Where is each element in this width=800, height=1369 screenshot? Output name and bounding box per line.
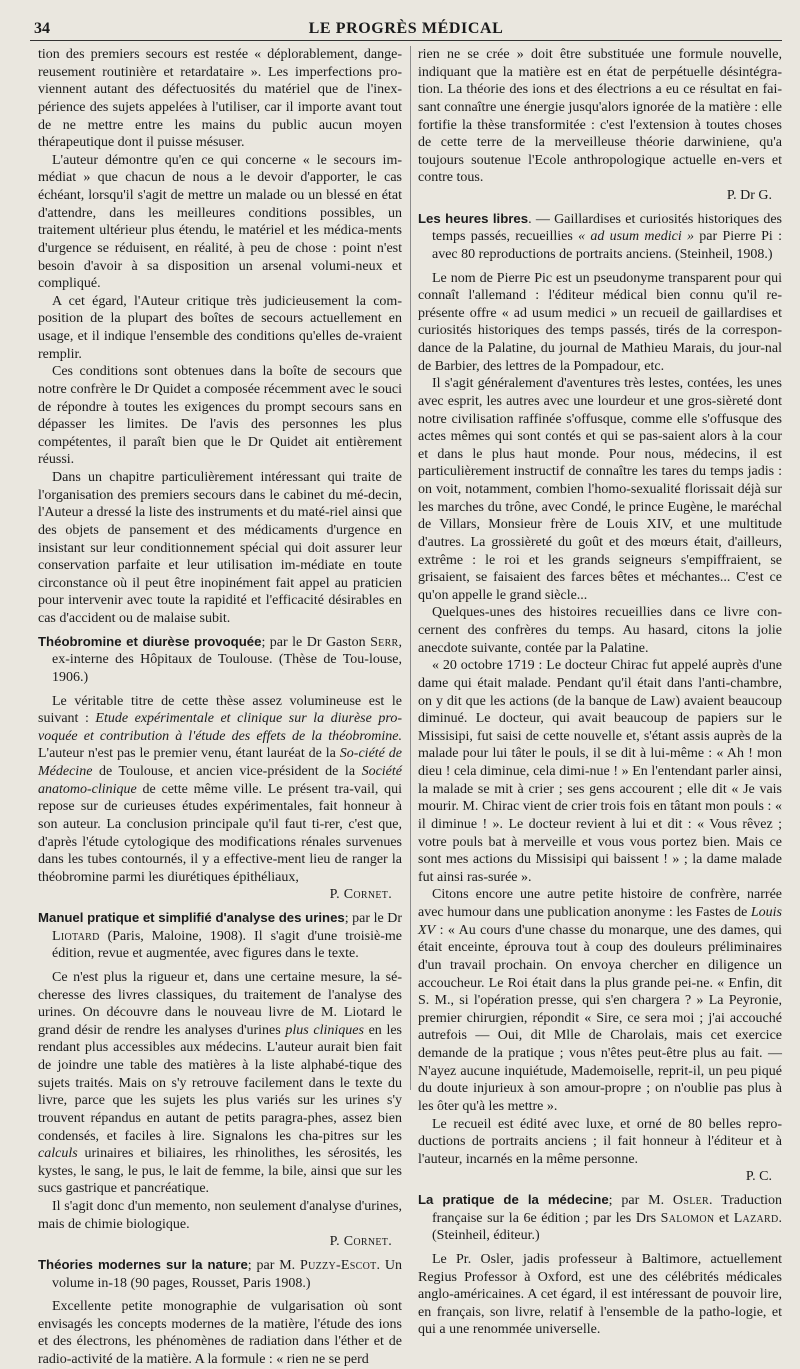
- review-author: Serr: [370, 634, 399, 650]
- left-column: [38, 46, 403, 1367]
- review-header-theobromine: [38, 634, 402, 687]
- review-title: Manuel pratique et simplifié d'analyse des urines: [38, 910, 345, 925]
- review-header-pratique: [418, 1192, 782, 1245]
- review-title: La pratique de la médecine: [418, 1192, 609, 1207]
- review-author: Lazard: [733, 1210, 779, 1226]
- paragraph: rien ne se crée » doit être substituée une formule nouvelle, indiquant que la matière est en état de perpétuelle désintégra-tion. La théorie des ions et des électrions a eu ce résultat en fai-sant connaître une énergie jusqu'alors ignorée de la matière : elle fortifie la thèse transformitée : c'est l'extension à toutes choses de cette terre de la merveilleuse théorie darwiniene, qu'a toujours soutenue l'Ecole anthropologique actuelle en-vers et contre tous.: [418, 47, 782, 186]
- paragraph: Quelques-unes des histoires recueillies dans ce livre con-cernent des confrères du temps. Au hasard, citons la jolie anecdote suivante, contée par la Palatine.: [418, 605, 782, 656]
- italic-run: So-ciété de Médecine: [38, 746, 402, 779]
- paragraph: Le recueil est édité avec luxe, et orné de 80 belles repro-ductions de portraits anciens ; il fait honneur à l'éditeur et à l'auteur, incarnés en la même personne.: [418, 1116, 782, 1167]
- review-publication: . Un volume in-18 (90 pages, Rousset, Paris 1908.): [52, 1257, 402, 1291]
- paragraph: Le Pr. Osler, jadis professeur à Baltimore, actuellement Regius Professor à Oxford, est une des célébrités médicales anglo-américaines. A cet égard, il est intéressant de pouvoir lire, en français, son livre, relatif à l'ensemble de la patho-logie, et qui a une renommée universelle.: [418, 1251, 782, 1338]
- paragraph: A cet égard, l'Auteur critique très judicieusement la com-position de la plupart des boîtes de secours actuellement en usage, et il indique l'ensemble des conditions qu'elles de-vraient remplir.: [38, 293, 402, 362]
- paragraph: L'auteur démontre qu'en ce qui concerne « le secours im-médiat » que chacun de nous a le devoir d'apporter, le cas échéant, lorsqu'il s'agit de mettre un malade ou un blessé en état d'attendre, dans les meilleures conditions possibles, un traitement ultérieur plus étendu, le matériel et les médica-ments d'urgence se réduisent, en réalité, à peu de chose : point n'est besoin d'avoir à sa disposition un arsenal volumi-neux et compliqué.: [38, 152, 402, 292]
- text-run: et: [714, 1210, 734, 1226]
- page-number: 34: [34, 20, 50, 37]
- text-run: L'auteur n'est pas le premier venu, étant lauréat de la: [38, 746, 340, 762]
- review-signature: P. Cornet.: [329, 1234, 392, 1250]
- review-author: Osler: [672, 1193, 709, 1208]
- review-header-manuel: [38, 910, 402, 963]
- review-author: Puzzy-Escot: [300, 1257, 377, 1273]
- paragraph: Ces conditions sont obtenues dans la boîte de secours que notre confrère le Dr Quidet a composée récemment avec le souci de répondre à toutes les exigences du prompt secours sans en dépasser les limites. De l'avis des personnes les plus compétentes, il paraît bien que le Dr Quidet ait entièrement réussi.: [38, 364, 402, 468]
- review-signature: P. Dr G.: [726, 188, 772, 203]
- review-body: Excellente petite monographie de vulgarisation où sont envisagés les concepts modernes de la matière, l'étude des ions et des électrons, les phénomènes de radiation dans l'éther et de radio-activité de la matière. A la formule : « rien ne se perd: [38, 1299, 402, 1367]
- text-run: de Toulouse, et ancien vice-président de la: [92, 764, 362, 779]
- review-body: [38, 969, 402, 1198]
- review-intro: . — Gaillardises et curiosités historiques des temps passés, recueillies: [432, 211, 783, 245]
- italic-run: Etude expérimentale et clinique sur la diurèse pro-voquée et contribution à l'étude des effets de la théobromine.: [38, 711, 402, 744]
- review-title: Théories modernes sur la nature: [38, 1256, 248, 1272]
- text-run: Ce n'est plus la rigueur et, dans une certaine mesure, la sé-cheresse des livres classiques, du traitement de l'analyse des urines. On découvre dans le nouveau livre de M. Liotard le grand désir de rendre les analyses d'urines: [38, 969, 402, 1038]
- text-run: de cette même ville. Le présent tra-vail, qui repose sur de curieuses études expérimentales, fait honneur à son auteur. La conclusion principale qu'il faut ti-rer, c'est que, d'après l'étude cytologique des modifications rénales survenues dans les tubes contournés, il y a effective-ment lieu de ranger la théobromine parmi les diurétiques épithéliaux,: [38, 781, 402, 885]
- review-signature: P. C.: [745, 1169, 772, 1185]
- page-header: [30, 14, 782, 41]
- italic-run: Société anatomo-clinique: [38, 764, 402, 797]
- review-header-heures: [418, 211, 782, 264]
- text-run: Le véritable titre de cette thèse assez volumineuse est le suivant :: [38, 693, 402, 727]
- italic-run: plus cliniques: [285, 1022, 364, 1038]
- paragraph: Dans un chapitre particulièrement intéressant qui traite de l'organisation des premiers secours dans le cabinet du mé-decin, l'Auteur a dressé la liste des instruments et du maté-riel ainsi que des objets de pansement et des médicaments d'urgence en insistant sur leur conditionnement spécial qui doit assurer leur conservation parfaite et leur utilisation im-médiate en toute circonstance où il peut être inopinément fait appel au praticien pour intervenir avec toute la rapidité et l'efficacité désirables en cas d'accident ou de malaise subit.: [38, 470, 402, 626]
- italic-run: « ad usum medici »: [578, 229, 695, 245]
- review-author: Salomon: [660, 1210, 715, 1226]
- review-signature: P. Cornet.: [329, 887, 392, 903]
- text-run: Citons encore une autre petite histoire de confrère, narrée avec humour dans une publication anonyme : les Fastes de: [418, 887, 782, 920]
- paragraph: [418, 886, 782, 1115]
- review-publication: , ex-interne des Hôpitaux de Toulouse. (Thèse de Tou-louse, 1906.): [52, 634, 403, 685]
- italic-run: calculs: [38, 1146, 78, 1162]
- right-column: [418, 46, 783, 1338]
- text-run: : « Au cours d'une chasse du monarque, une des dames, qui était enceinte, éprouva tout à coup des douleurs préliminaires d'un travail prochain. On envoya chercher en diligence un accoucheur. Le Roi était dans la plus grande pei-ne. « Enfin, dit S. M., si l'opération presse, qui s'en chargera ? » La Peyronie, premier chirurgien, répondit « Sire, ce sera moi ; j'ai accouché autrefois — Oui, dit Mlle de Charolais, mais cet exercice demande de la pratique ; vous n'êtes peut-être plus au fait. — N'ayez aucune inquiétude, Mademoiselle, reprit-il, un peu piqué du doute injurieux à son amour-propre ; on n'oublie pas plus à les ôter qu'à les mettre ».: [418, 922, 782, 1114]
- review-publication: . (Steinheil, éditeur.): [432, 1210, 782, 1244]
- review-intro: ; par le Dr: [344, 911, 402, 926]
- paragraph: Il s'agit donc d'un memento, non seulement d'analyse d'urines, mais de chimie biologique.: [38, 1199, 402, 1232]
- paragraph: tion des premiers secours est restée « déplorablement, dange-reusement routinière et retardataire ». Les imperfections pro-viennent autant des défectuosités du matériel que de l'inex-périence des sujets appelées à l'utiliser, car il importe avant tout de ne mettre entre les mains du public aucun moyen thérapeutique dont il puisse mésuser.: [38, 47, 402, 151]
- review-intro: ; par M.: [608, 1193, 673, 1208]
- review-publication: par Pierre Pi : avec 80 reproductions de portraits anciens. (Steinheil, 1908.): [432, 229, 782, 262]
- column-divider: [410, 46, 411, 1090]
- review-intro: ; par le Dr Gaston: [261, 634, 366, 650]
- review-title: Théobromine et diurèse provoquée: [38, 633, 262, 649]
- journal-title: LE PROGRÈS MÉDICAL: [308, 20, 504, 37]
- text-run: urinaires et biliaires, les rhinolithes, les sérosités, les kystes, le sang, le pus, le lait de femme, la bile, ainsi que sur les sucs gastrique et pancréatique.: [38, 1146, 402, 1197]
- review-title: Les heures libres: [418, 210, 529, 226]
- paragraph: Il s'agit généralement d'aventures très lestes, contées, les unes avec esprit, les autres avec une lourdeur et une gros-sièreté dont notre civilisation raffinée s'offusque, comme elle s'offusque des actes mêmes qui sont contés et qui se pas-saient alors à la cour et dans le plus haut monde. Pour nous, médecins, il est particulièrement instructif de connaître les tares du temps jadis : on voit, notamment, combien l'homo-sexualité florissait déjà sur les marches du trône, avec Condé, le prince Eugène, le maréchal de Villars, Monsieur frère de Louis XIV, et une multitude d'autres. La grossièreté du goût et des mœurs était, d'ailleurs, extrême : le roi et les grands seigneurs s'empiffraient, se grisaient, se faisaient des farces bêtes et méchantes... C'est ce qu'on appelle le grand siècle...: [418, 376, 782, 603]
- paragraph: « 20 octobre 1719 : Le docteur Chirac fut appelé auprès d'une dame qui était malade. Pendant qu'il était dans l'anti-chambre, on y dit que les actions (de la banque de Law) avaient beaucoup diminué. Le docteur, qui avait beaucoup de papiers sur le Missisipi, fut saisi de cette nouvelle et, s'étant assis auprès de la malade pour lui tâter le pouls, il se dit à lui-même : « Ah ! mon dieu ! cela diminue, cela dimi-nue ! » En l'entendant parler ainsi, la malade se mit à crier ; ses gens accourent ; elle dit « Je vais mourir. M. Chirac vient de crier trois fois en tâtant mon pouls : « il diminue ! ». Le docteur revient à lui et dit : « Vous rêvez ; votre pouls bat à merveille et vous vous portez bien. Mais ce sont mes actions du Missisipi qui baissent ! » ; la dame malade fut ainsi ras-surée ».: [418, 658, 782, 885]
- review-publication: . Traduction française sur la 6e édition ; par les Drs: [432, 1193, 783, 1226]
- review-author: Liotard: [52, 928, 100, 944]
- text-run: en les rendant plus accessibles aux médecins. L'auteur aurait bien fait de joindre une table des matières à la liste alphabé-tique des sujets traités. Mais on s'y retrouve facilement dans le texte du livre, parce que les sujets les plus variés sur les urines s'y trouvent répandus en autant de petits paragra-phes, assez bien condensés, et faciles à lire. Signalons les cha-pitres sur les: [38, 1022, 402, 1144]
- review-intro: ; par M.: [247, 1257, 301, 1273]
- review-body: [38, 693, 402, 887]
- review-publication: (Paris, Maloine, 1908). Il s'agit d'une troisiè-me édition, revue et augmentée, avec figures dans le texte.: [52, 928, 402, 962]
- paragraph: Le nom de Pierre Pic est un pseudonyme transparent pour qui connaît l'allemand : l'éditeur médical bien connu qu'il re-présente offre « ad usum medici » un recueil de gaillardises et curiosités historiques des temps passés, tirés de la correspon-dance de la Palatine, du journal de Mathieu Marais, du jour-nal de Barbier, des lettres de la Pompadour, etc.: [418, 270, 782, 374]
- italic-run: Louis XV: [418, 905, 782, 938]
- review-header-theories: [38, 1257, 402, 1292]
